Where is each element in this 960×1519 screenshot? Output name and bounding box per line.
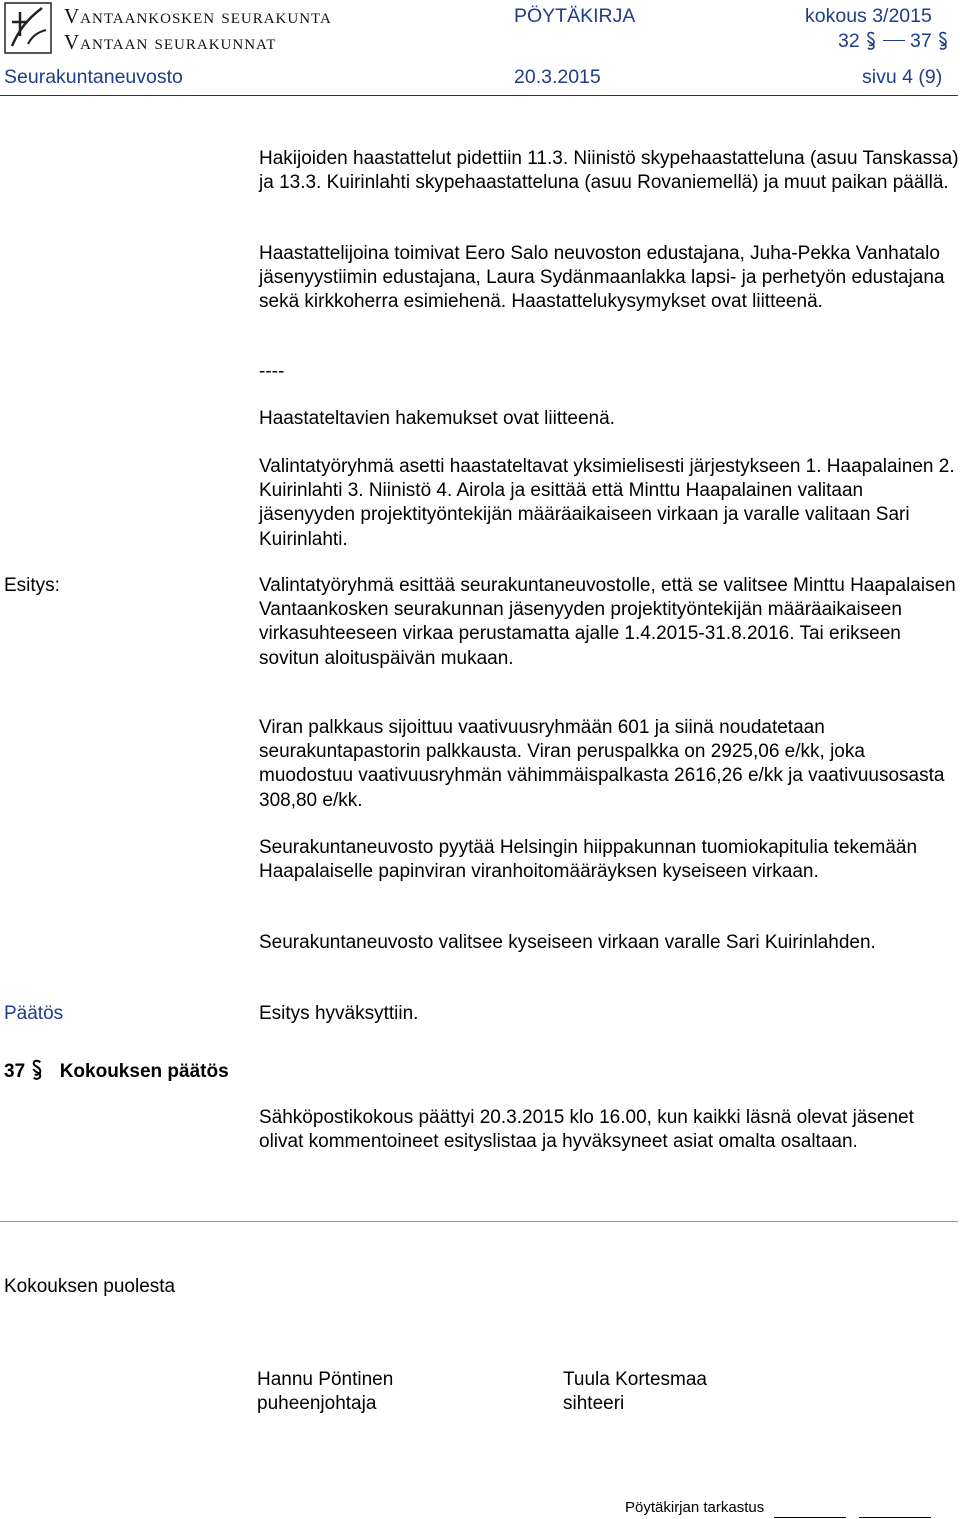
section-range: [838, 29, 949, 53]
secretary-role: sihteeri: [563, 1393, 625, 1414]
minutes-check-label: Pöytäkirjan tarkastus: [625, 1499, 765, 1516]
section-number: 37: [4, 1061, 26, 1082]
body-name: Seurakuntaneuvosto: [4, 66, 183, 88]
section-title: Kokouksen päätös: [59, 1061, 229, 1082]
minutes-check-row: [625, 1499, 931, 1518]
on-behalf-label: Kokouksen puolesta: [4, 1276, 176, 1297]
signature-rule: [0, 1221, 958, 1222]
chair-name: Hannu Pöntinen: [257, 1369, 394, 1390]
org-name-line1: Vantaankosken seurakunta: [64, 4, 332, 28]
section-to: 37: [909, 30, 932, 52]
decision-label: Päätös: [4, 1003, 64, 1024]
chair-role: puheenjohtaja: [257, 1393, 377, 1414]
section-37-heading: [4, 1059, 229, 1084]
section-sign-icon: [30, 1059, 44, 1084]
interview-dates-paragraph: Hakijoiden haastattelut pidettiin 11.3. Niinistö skypehaastatteluna (asuu Tanskassa) ja 13.3. Kuirinlahti skypehaastatteluna (asuu Rovaniemellä) ja muut paikan päällä.: [259, 148, 959, 194]
meeting-number: kokous 3/2015: [805, 5, 932, 27]
section-sign-icon: [937, 29, 949, 53]
ranking-paragraph: Valintatyöryhmä asetti haastateltavat yksimielisesti järjestykseen 1. Haapalainen 2. Kuirinlahti 3. Niinistö 4. Airola ja esittää että Minttu Haapalainen valitaan jäsenyyden projektityöntekijän määräaikaiseen virkaan ja varalle valitaan Sari Kuirinlahti.: [259, 456, 955, 550]
applications-paragraph: Haastateltavien hakemukset ovat liitteenä.: [259, 408, 615, 429]
proposal-paragraph-4: Seurakuntaneuvosto valitsee kyseiseen virkaan varalle Sari Kuirinlahden.: [259, 932, 876, 953]
proposal-label: Esitys:: [4, 575, 60, 596]
meeting-date: 20.3.2015: [514, 66, 601, 88]
org-name-line2: Vantaan seurakunnat: [64, 30, 277, 54]
decision-text: Esitys hyväksyttiin.: [259, 1003, 419, 1024]
church-logo-icon: [4, 2, 52, 54]
header-rule: [0, 95, 958, 96]
document-type: PÖYTÄKIRJA: [514, 5, 636, 27]
page-number: sivu 4 (9): [862, 66, 943, 88]
section-from: 32: [838, 30, 860, 52]
range-dash: [883, 40, 905, 41]
interviewers-paragraph: Haastattelijoina toimivat Eero Salo neuvoston edustajana, Juha-Pekka Vanhatalo jäsenyystiimin edustajana, Laura Sydänmaanlakka lapsi- ja perhetyön edustajana sekä kirkkoherra esimiehenä. Haastattelukysymykset ovat liitteenä.: [259, 243, 945, 313]
separator-text: ----: [259, 361, 285, 382]
secretary-name: Tuula Kortesmaa: [563, 1369, 707, 1390]
section-sign-icon: [865, 29, 877, 53]
signature-line-2: [859, 1499, 931, 1518]
proposal-paragraph-1: Valintatyöryhmä esittää seurakuntaneuvostolle, että se valitsee Minttu Haapalaisen Vantaankosken seurakunnan jäsenyyden projektityöntekijän määräaikaiseen virkasuhteeseen virkaa perustamatta ajalle 1.4.2015-31.8.2016. Tai erikseen sovitun aloituspäivän mukaan.: [259, 575, 956, 669]
proposal-paragraph-3: Seurakuntaneuvosto pyytää Helsingin hiippakunnan tuomiokapitulia tekemään Haapalaiselle papinviran viranhoitomääräyksen kyseiseen virkaan.: [259, 837, 918, 883]
proposal-paragraph-2: Viran palkkaus sijoittuu vaativuusryhmään 601 ja siinä noudatetaan seurakuntapastorin palkkausta. Viran peruspalkka on 2925,06 e/kk, joka muodostuu vaativuusryhmän vähimmäispalkasta 2616,26 e/kk ja vaativuusosasta 308,80 e/kk.: [259, 717, 945, 811]
meeting-closing-paragraph: Sähköpostikokous päättyi 20.3.2015 klo 16.00, kun kaikki läsnä olevat jäsenet olivat kommentoineet esityslistaa ja hyväksyneet asiat omalta osaltaan.: [259, 1107, 914, 1153]
signature-line-1: [774, 1499, 846, 1518]
